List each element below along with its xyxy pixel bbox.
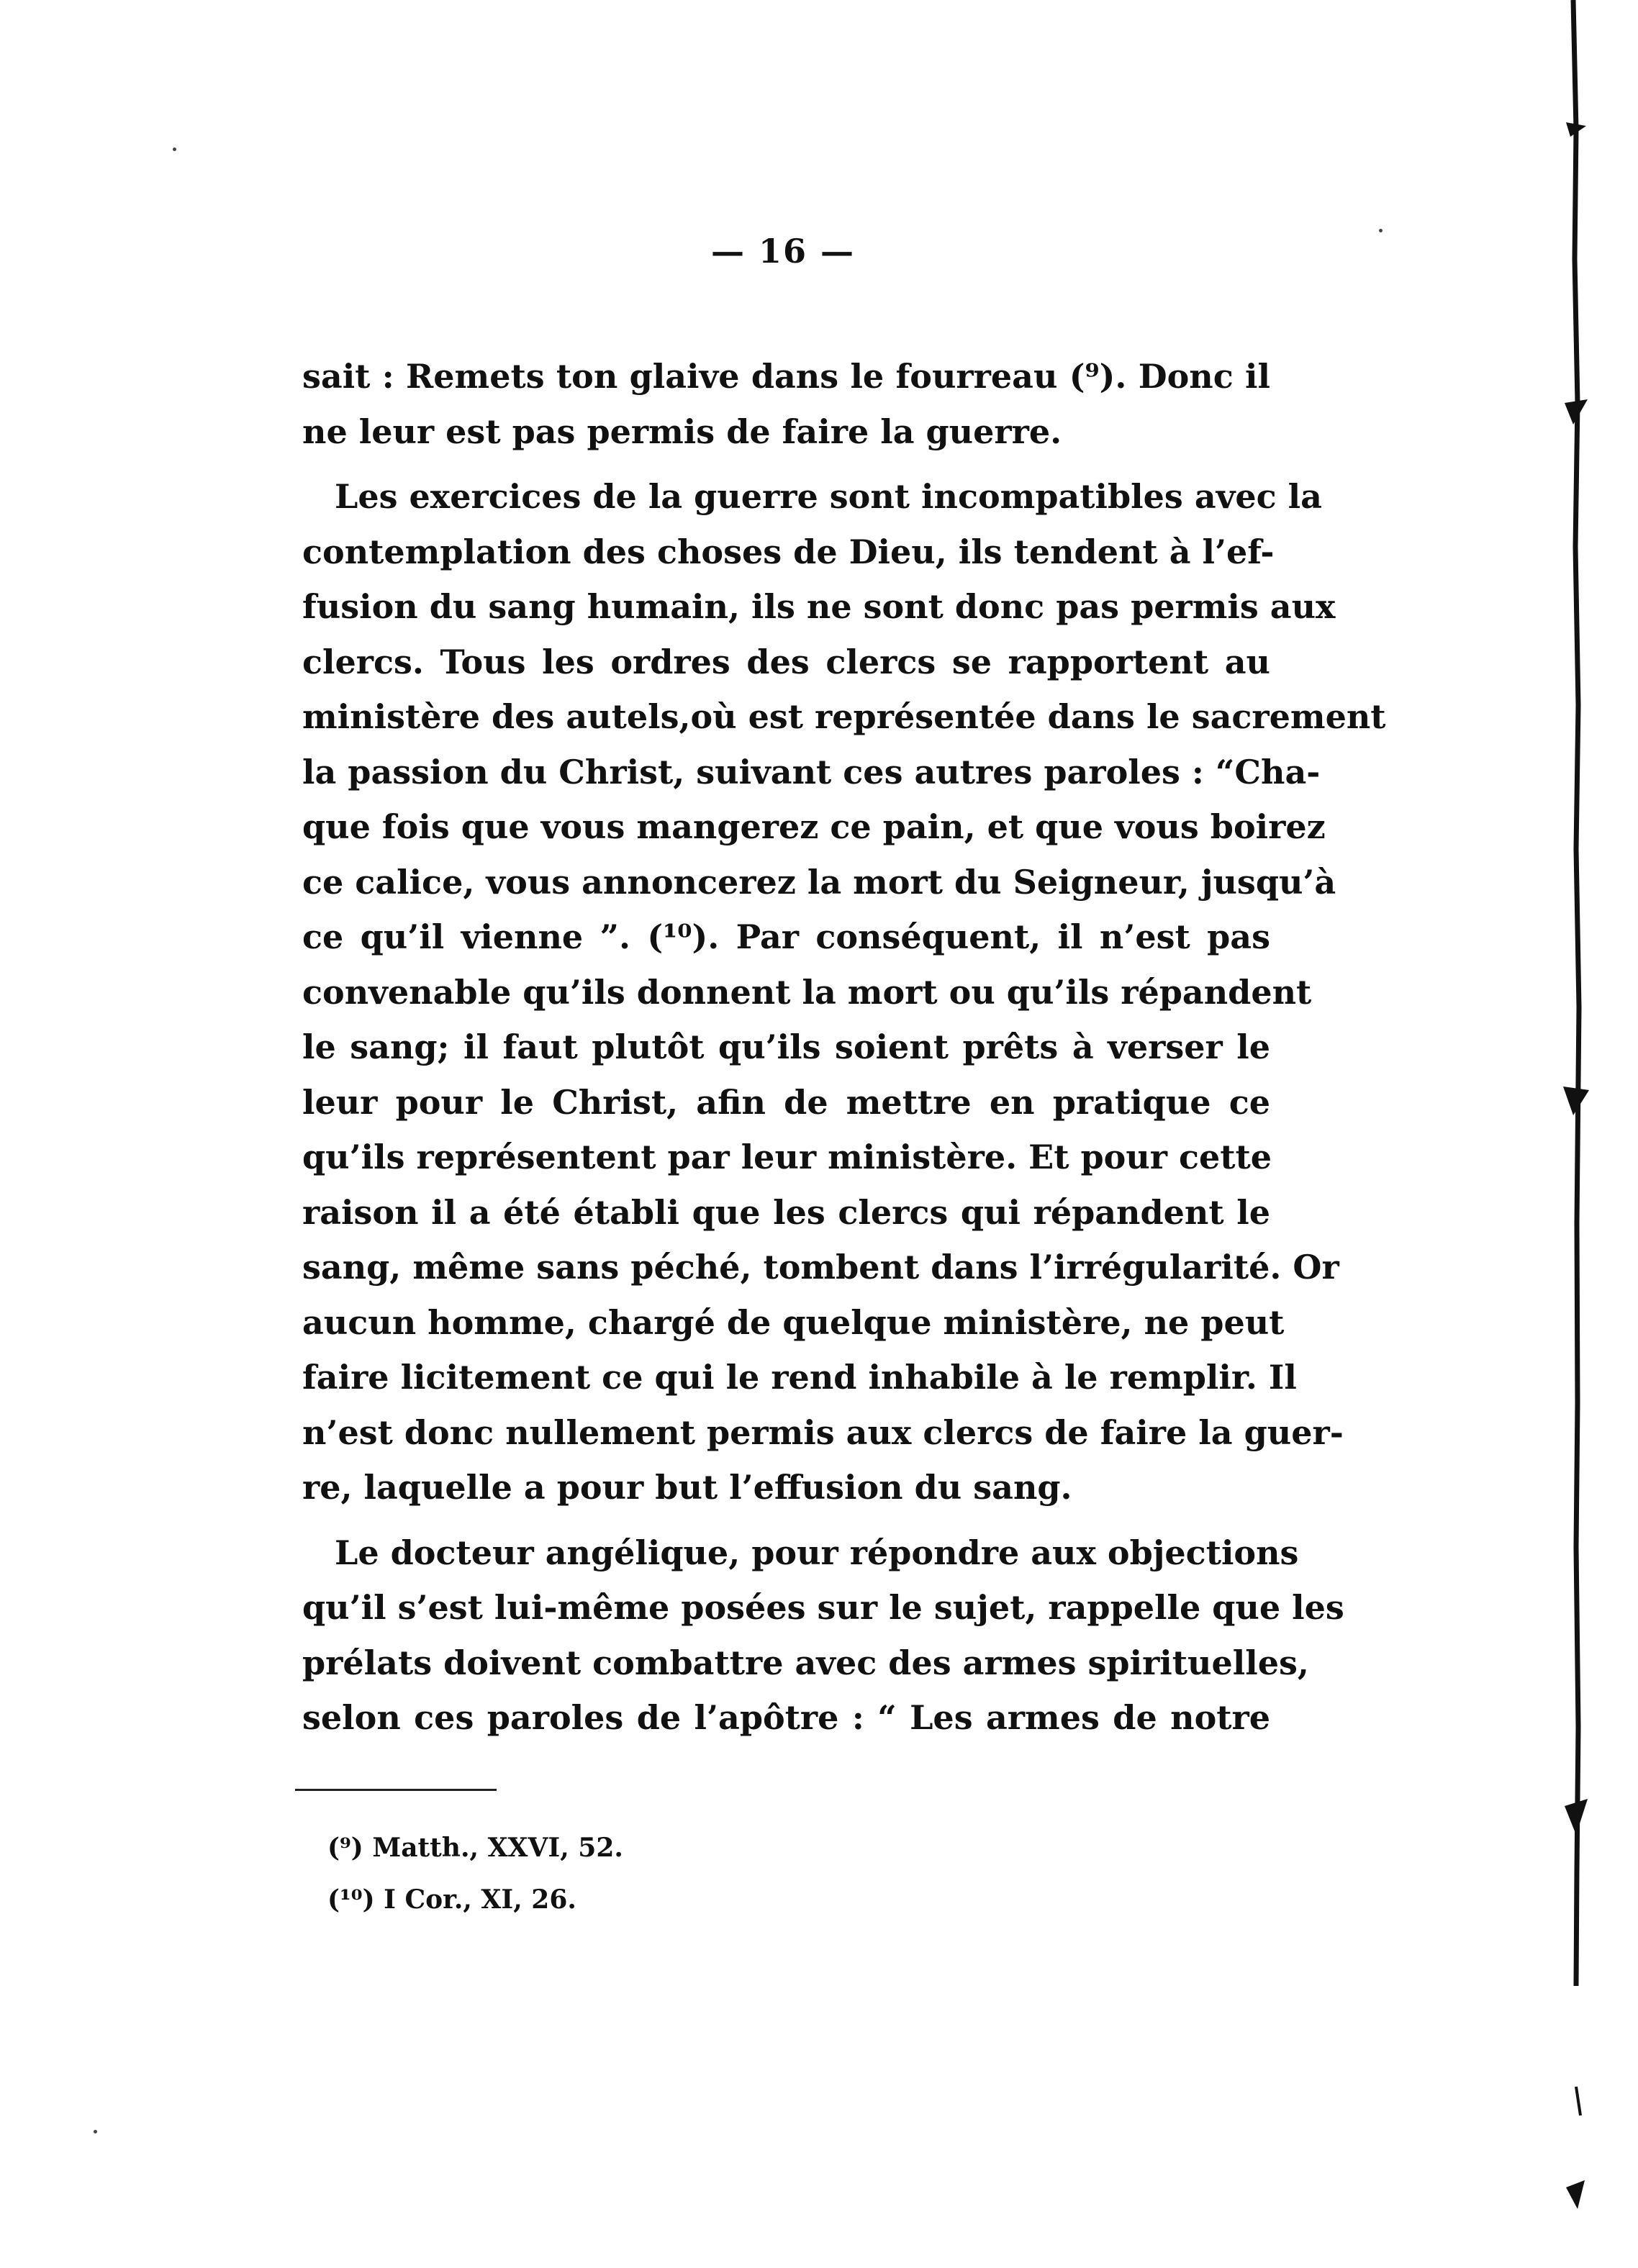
scan-edge-artifact: [1544, 0, 1638, 2268]
text-line: raison il a été établi que les clercs qui répandent le: [302, 1192, 1270, 1232]
text-line: sang, même sans péché, tombent dans l’irrégularité. Or: [302, 1248, 1339, 1287]
scan-speck: [94, 2130, 97, 2133]
text-line: ministère des autels,où est représentée dans le sacrement: [302, 697, 1386, 736]
text-line: n’est donc nullement permis aux clercs de faire la guer-: [302, 1412, 1344, 1452]
text-line: Les exercices de la guerre sont incompatibles avec la: [335, 477, 1322, 516]
text-line: que fois que vous mangerez ce pain, et que vous boirez: [302, 807, 1326, 846]
text-line: ce calice, vous annoncerez la mort du Seigneur, jusqu’à: [302, 862, 1336, 902]
text-line: faire licitement ce qui le rend inhabile à le remplir. Il: [302, 1358, 1297, 1397]
footnotes: [327, 1822, 623, 1925]
text-line: qu’il s’est lui-même posées sur le sujet, rappelle que les: [302, 1588, 1344, 1627]
text-line: leur pour le Christ, afin de mettre en pratique ce: [302, 1082, 1270, 1122]
footnote-divider: [295, 1789, 497, 1791]
footnote-9: (⁹) Matth., XXVI, 52.: [327, 1833, 623, 1863]
scan-speck: [1379, 229, 1383, 232]
body-text: [302, 349, 1386, 1746]
paragraph-3: [302, 1525, 1344, 1746]
paragraph-2: [302, 469, 1386, 1515]
footnote-10: (¹⁰) I Cor., XI, 26.: [327, 1884, 576, 1915]
text-line: convenable qu’ils donnent la mort ou qu’ils répandent: [302, 972, 1312, 1012]
text-line: sait : Remets ton glaive dans le fourreau (⁹). Donc il: [302, 357, 1270, 396]
text-line: contemplation des choses de Dieu, ils tendent à l’ef-: [302, 532, 1275, 571]
paragraph-1: [302, 349, 1270, 459]
page-number: — 16 —: [710, 232, 856, 271]
text-line: clercs. Tous les ordres des clercs se rapportent au: [302, 642, 1270, 681]
text-line: fusion du sang humain, ils ne sont donc pas permis aux: [302, 587, 1336, 626]
text-line: re, laquelle a pour but l’effusion du sang.: [302, 1468, 1072, 1507]
text-line: prélats doivent combattre avec des armes spirituelles,: [302, 1643, 1309, 1682]
text-line: Le docteur angélique, pour répondre aux objections: [335, 1533, 1299, 1572]
text-line: ce qu’il vienne ”. (¹⁰). Par conséquent, il n’est pas: [302, 917, 1270, 956]
text-line: la passion du Christ, suivant ces autres paroles : “Cha-: [302, 752, 1321, 791]
text-line: ne leur est pas permis de faire la guerre.: [302, 412, 1062, 451]
text-line: selon ces paroles de l’apôtre : “ Les armes de notre: [302, 1698, 1270, 1737]
text-line: qu’ils représentent par leur ministère. Et pour cette: [302, 1138, 1272, 1176]
scan-speck: [173, 148, 176, 151]
text-line: aucun homme, chargé de quelque ministère, ne peut: [302, 1302, 1285, 1342]
text-line: le sang; il faut plutôt qu’ils soient prêts à verser le: [302, 1028, 1270, 1066]
